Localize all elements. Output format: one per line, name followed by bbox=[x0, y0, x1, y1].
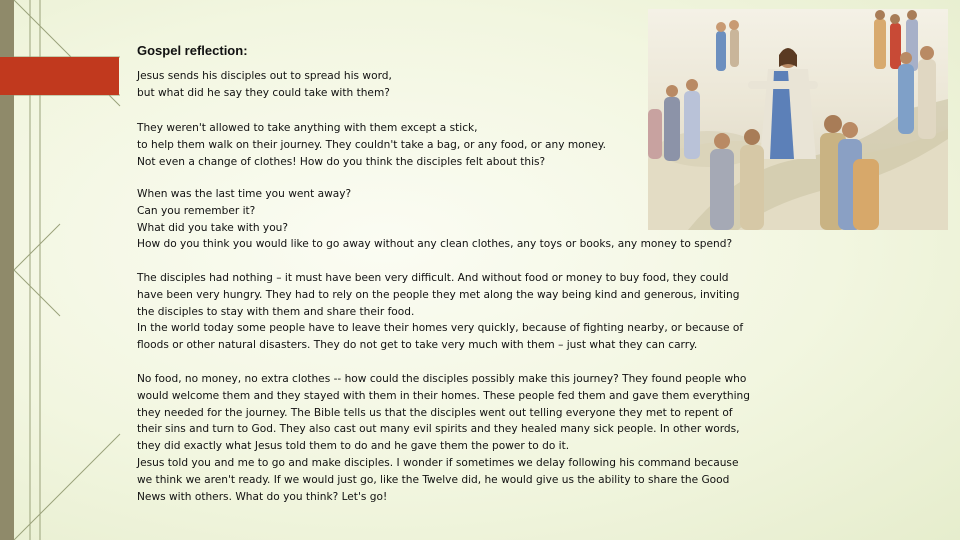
text-line: but what did he say they could take with them? bbox=[137, 86, 390, 99]
text-line: we think we aren't ready. If we would just go, like the Twelve did, he would give us the ability to share the Good bbox=[137, 473, 730, 486]
paragraph-4 bbox=[137, 270, 743, 354]
text-line: to help them walk on their journey. They couldn't take a bag, or any food, or any money. bbox=[137, 138, 606, 151]
paragraph-2 bbox=[137, 120, 606, 170]
text-line: Jesus told you and me to go and make disciples. I wonder if sometimes we delay following his command because bbox=[137, 456, 739, 469]
text-line: How do you think you would like to go away without any clean clothes, any toys or books, any money to spend? bbox=[137, 238, 733, 251]
text-line: would welcome them and they stayed with them in their homes. These people fed them and gave them everything bbox=[137, 389, 750, 402]
text-line: They weren't allowed to take anything with them except a stick, bbox=[137, 122, 478, 134]
text-line: floods or other natural disasters. They do not get to take very much with them – just what they can carry. bbox=[137, 339, 698, 352]
slide-title: Gospel reflection: bbox=[137, 43, 248, 58]
text-line: What did you take with you? bbox=[137, 221, 289, 234]
paragraph-5 bbox=[137, 371, 750, 505]
text-line: When was the last time you went away? bbox=[137, 188, 352, 200]
disciples-illustration bbox=[648, 9, 948, 230]
text-line: Can you remember it? bbox=[137, 204, 256, 217]
text-line: In the world today some people have to leave their homes very quickly, because of fighting nearby, or because of bbox=[137, 322, 744, 335]
paragraph-1 bbox=[137, 68, 392, 102]
text-line: have been very hungry. They had to rely on the people they met along the way being kind and generous, inviting bbox=[137, 288, 740, 301]
accent-tab bbox=[0, 57, 119, 95]
text-line: The disciples had nothing – it must have been very difficult. And without food or money to buy food, they could bbox=[137, 272, 729, 284]
text-line: they needed for the journey. The Bible tells us that the disciples went out telling everyone they met to repent of bbox=[137, 406, 733, 419]
paragraph-3 bbox=[137, 186, 732, 253]
text-line: their sins and turn to God. They also cast out many evil spirits and they healed many sick people. In other words, bbox=[137, 423, 740, 436]
text-line: Jesus sends his disciples out to spread his word, bbox=[137, 70, 392, 82]
disciples-picture bbox=[648, 9, 948, 230]
text-line: News with others. What do you think? Let's go! bbox=[137, 490, 388, 503]
text-line: No food, no money, no extra clothes -- how could the disciples possibly make this journey? They found people who bbox=[137, 373, 747, 385]
decorative-frame bbox=[0, 0, 160, 540]
text-line: the disciples to stay with them and share their food. bbox=[137, 305, 415, 318]
text-line: Not even a change of clothes! How do you think the disciples felt about this? bbox=[137, 155, 546, 168]
text-line: they did exactly what Jesus told them to do and he gave them the power to do it. bbox=[137, 440, 570, 453]
